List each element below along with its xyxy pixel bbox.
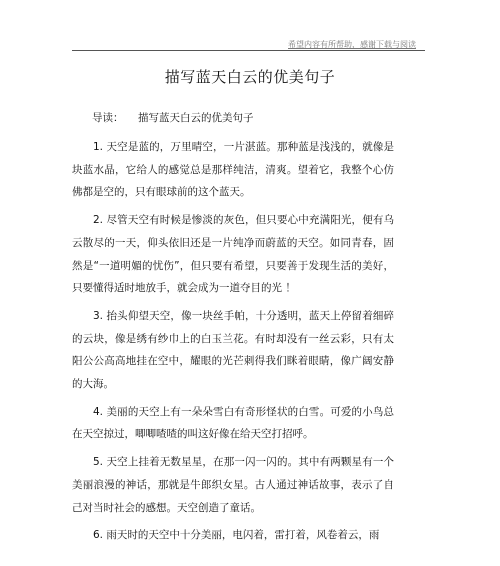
page-title: 描写蓝天白云的优美句子 [164,68,336,86]
paragraph-4: 4. 美丽的天空上有一朵朵雪白有奇形怪状的白雪。可爱的小鸟总在天空掠过，唧唧喳喳的叫这好像在给天空打招呼。 [72,405,394,441]
paragraph-5: 5. 天空上挂着无数星星，在那一闪一闪的。其中有两颗星有一个美丽浪漫的神话，那就是牛郎织女星。古人通过神话故事，表示了自己对当时社会的感想。天空创造了童话。 [72,456,394,514]
document-body [72,136,394,552]
paragraph-3: 3. 抬头仰望天空，像一块丝手帕，十分透明，蓝天上停留着细碎的云块，像是绣有纱巾上的白玉兰花。有时却没有一丝云彩，只有太阳公公高高地挂在空中，耀眼的光芒刺得我们眯着眼睛，像广阔安静的大海。 [72,309,394,391]
header-note[interactable]: 希望内容有所帮助，感谢下载与阅读 [288,40,416,49]
guide-line [92,110,254,125]
paragraph-1: 1. 天空是蓝的，万里晴空，一片湛蓝。那种蓝是浅浅的，就像是块蓝水晶，它给人的感觉总是那样纯洁，清爽。望着它，我整个心仿佛都是空的，只有眼球前的这个蓝天。 [72,141,394,199]
paragraph-2: 2. 尽管天空有时候是惨淡的灰色，但只要心中充满阳光，便有乌云散尽的一天，仰头依旧还是一片纯净而蔚蓝的天空。如同青春，固然是“一道明媚的忧伤”，但只要有希望，只要善于发现生活的美好，只要懂得适时地放手，就会成为一道夺目的光 ！ [72,214,394,295]
paragraph-6: 6. 雨天时的天空中十分美丽，电闪着，雷打着，风卷着云，雨 [93,529,380,542]
guide-label: 导读： [92,112,124,124]
guide-text: 描写蓝天白云的优美句子 [138,112,254,124]
header-divider [72,50,425,51]
